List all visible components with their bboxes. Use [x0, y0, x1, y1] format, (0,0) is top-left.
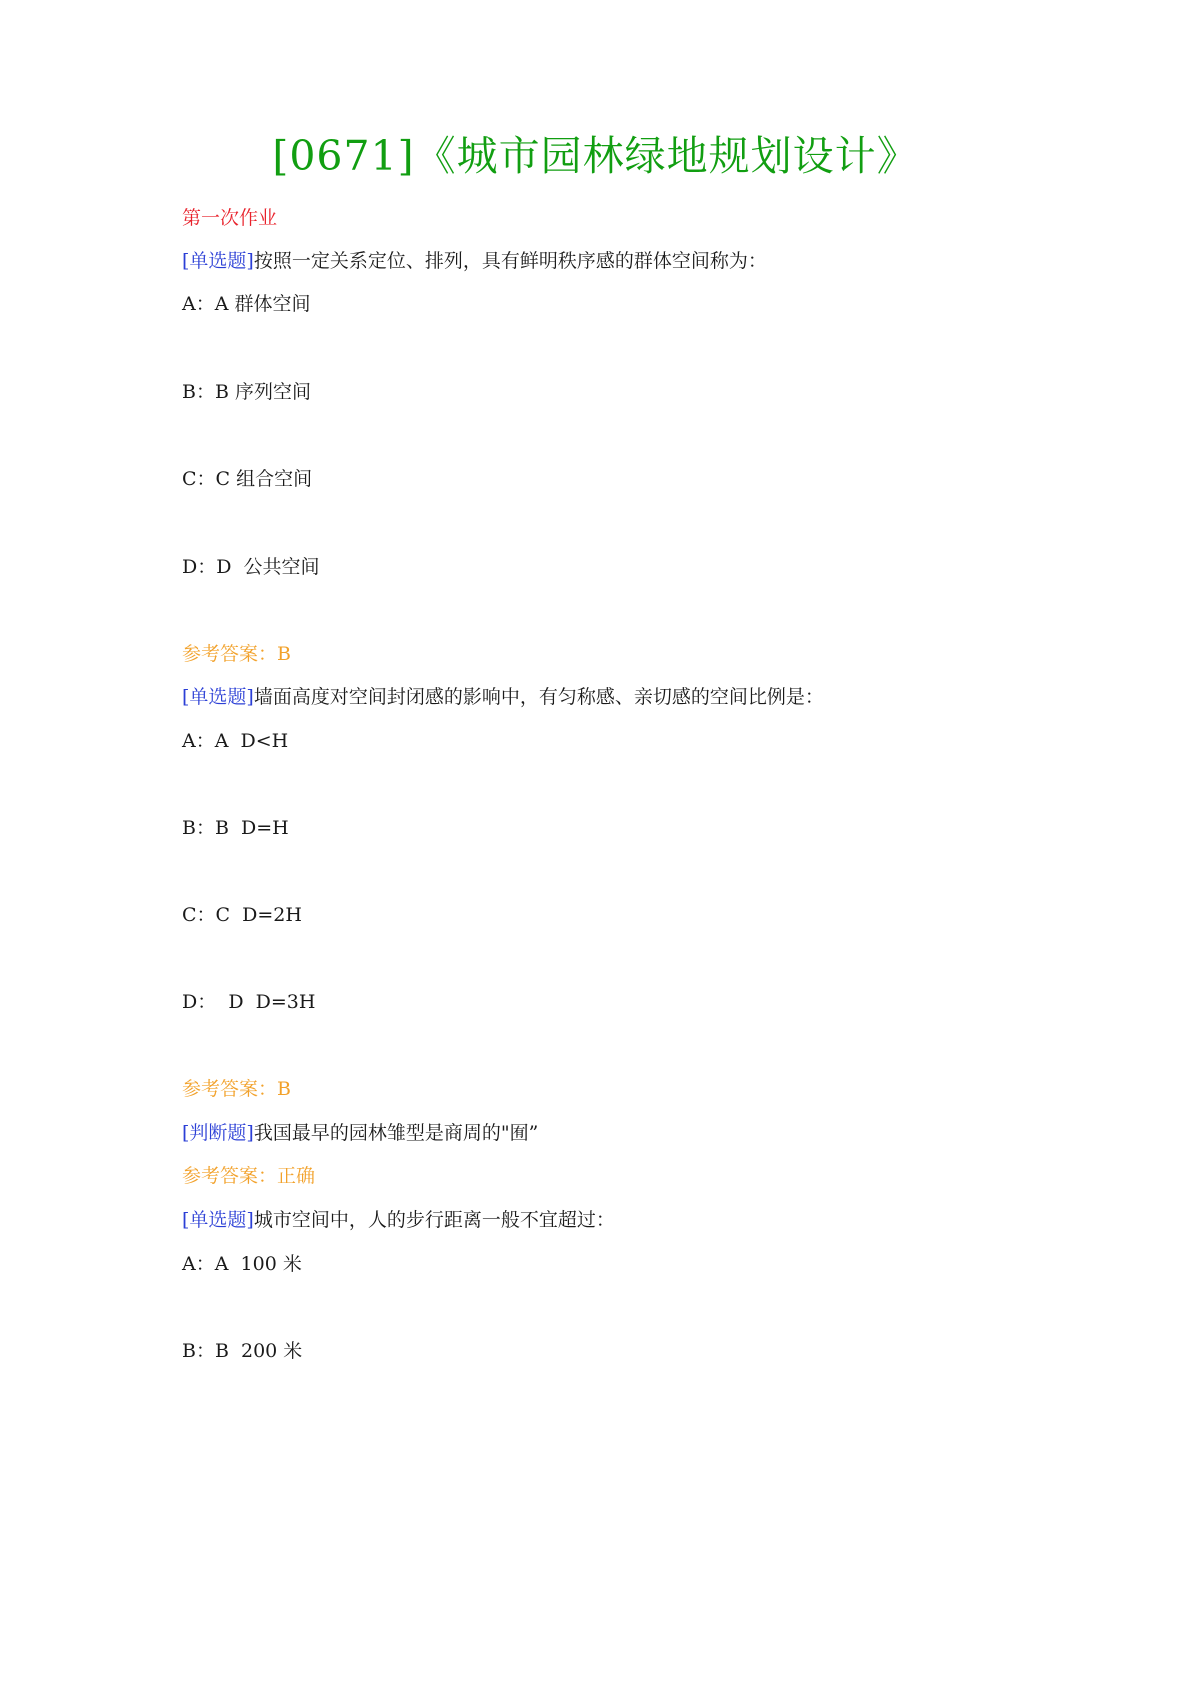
question-4-option-b: B：B 200 米 — [182, 1340, 303, 1362]
question-2-answer: 参考答案：B — [182, 1078, 291, 1100]
section-heading: 第一次作业 — [182, 207, 278, 229]
question-1-option-c: C：C 组合空间 — [182, 468, 313, 490]
question-1-type: [单选题] — [182, 250, 254, 272]
question-1-answer: 参考答案：B — [182, 643, 291, 665]
question-2-option-b: B：B D=H — [182, 817, 289, 839]
question-4-stem: 城市空间中，人的步行距离一般不宜超过： — [253, 1209, 615, 1231]
question-3-type: [判断题] — [182, 1122, 254, 1144]
question-3 — [182, 1121, 538, 1145]
question-1-option-d: D：D 公共空间 — [182, 556, 320, 578]
question-1 — [182, 249, 767, 273]
question-3-stem: 我国最早的园林雏型是商周的"囿” — [253, 1122, 539, 1144]
question-3-answer: 参考答案：正确 — [182, 1165, 316, 1187]
question-2-option-d: D： D D=3H — [182, 991, 316, 1013]
question-1-stem: 按照一定关系定位、排列，具有鲜明秩序感的群体空间称为： — [253, 250, 767, 272]
question-2-option-a: A：A D<H — [182, 730, 289, 752]
document-title: [0671]《城市园林绿地规划设计》 — [272, 132, 919, 180]
question-4 — [182, 1208, 615, 1232]
question-2-option-c: C：C D=2H — [182, 904, 302, 926]
question-2 — [182, 685, 824, 709]
question-1-option-a: A：A 群体空间 — [182, 293, 311, 315]
question-1-option-b: B：B 序列空间 — [182, 381, 311, 403]
question-4-type: [单选题] — [182, 1209, 254, 1231]
question-4-option-a: A：A 100 米 — [182, 1253, 302, 1275]
question-2-stem: 墙面高度对空间封闭感的影响中，有匀称感、亲切感的空间比例是： — [253, 686, 824, 708]
question-2-type: [单选题] — [182, 686, 254, 708]
